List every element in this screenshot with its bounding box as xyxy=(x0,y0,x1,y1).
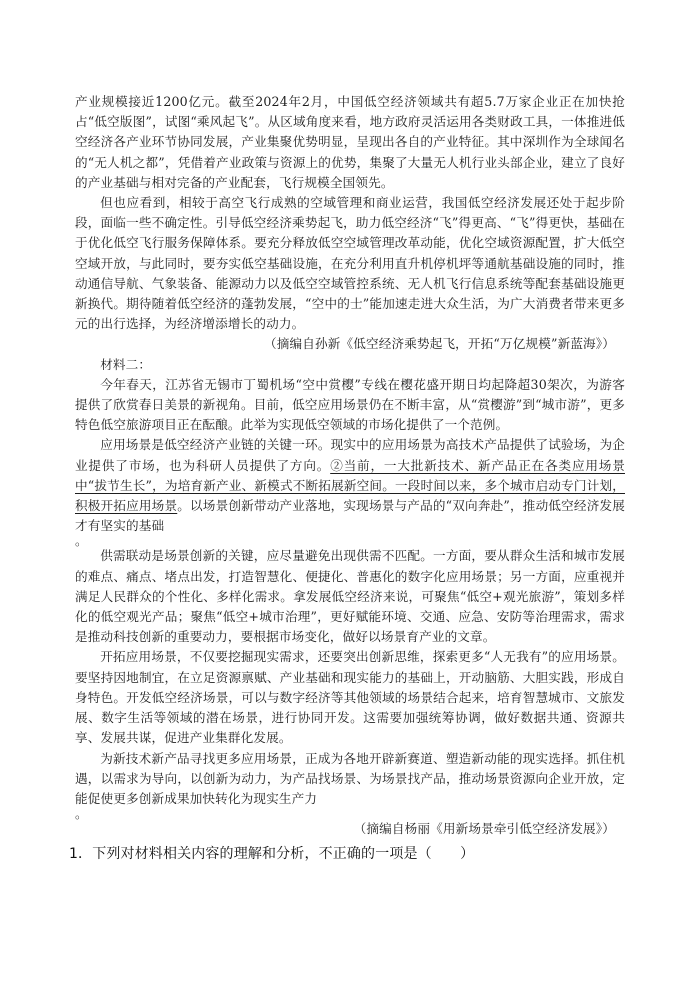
underlined-sentence-2: ②当前，一大批新技术、新产品正在各类应用场景中“拔节生长”，为培育新产业、新模式不断拓展新空间。一段时间以来，多个城市启动专门计划，积极开拓应用场景 xyxy=(75,457,625,514)
trailing-period-2: 。 xyxy=(75,806,88,822)
material2-paragraph-3: 供需联动是场景创新的关键，应尽量避免出现供需不匹配。一方面，要从群众生活和城市发展的难点、痛点、堵点出发，打造智慧化、便捷化、普惠化的数字化应用场景；另一方面，应重视并满足人民群众的个性化、多样化需求。拿发展低空经济来说，可聚焦“低空+观光旅游”，策划多样化的低空观光产品；聚焦“低空+城市治理”，更好赋能环境、交通、应急、安防等治理需求，需求是推动科技创新的重要动力，要根据市场变化，做好以场景育产业的文章。 xyxy=(75,548,625,645)
material2-paragraph-2 xyxy=(75,435,625,536)
material1-paragraph-2: 但也应看到，相较于高空飞行成熟的空域管理和商业运营，我国低空经济发展还处于起步阶段，面临一些不确定性。引导低空经济乘势起飞，助力低空经济“飞”得更高、“飞”得更快，基础在于优化低空飞行服务保障体系。要充分释放低空空域管理改革动能，优化空域资源配置，扩大低空空域开放，与此同时，要夯实低空基础设施，在充分利用直升机停机坪等通航基础设施的同时，推动通信导航、气象装备、能源动力以及低空空域管控系统、无人机飞行信息系统等配套基础设施更新换代。期待随着低空经济的蓬勃发展，“空中的士”能加速走进大众生活，为广大消费者带来更多元的出行选择，为经济增添增长的动力。 xyxy=(75,195,625,332)
material1-paragraph-1: 产业规模接近1200亿元。截至2024年2月，中国低空经济领域共有超5.7万家企业正在加快抢占“低空版图”，试图“乘风起飞”。从区域角度来看，地方政府灵活运用各类财政工具，一体推进低空经济各产业环节协同发展，产业集聚优势明显，呈现出各自的产业特征。其中深圳作为全球闻名的“无人机之都”，凭借着产业政策与资源上的优势，集聚了大量无人机行业头部企业，建立了良好的产业基础与相对完备的产业配套，飞行规模全国领先。 xyxy=(75,94,625,190)
material2-source: （摘编自杨丽《用新场景牵引低空经济发展》） xyxy=(353,821,615,837)
material2-paragraph-2-start: 应用场景是低空经济产业链的关键一环。现实中的应用场景为高技术产品提供了试验场，为企业提供了市场，也为科研人员提供了方向。 xyxy=(75,437,625,473)
material1-source: （摘编自孙新《低空经济乘势起飞，开拓“万亿规模”新蓝海》） xyxy=(264,336,615,352)
material2-paragraph-5: 为新技术新产品寻找更多应用场景，正成为各地开辟新赛道、塑造新动能的现实选择。抓住机遇，以需求为导向，以创新为动力，为产品找场景、为场景找产品，推动场景资源向企业开放，定能促使更多创新成果加快转化为现实生产力 xyxy=(75,750,625,806)
material2-label: 材料二： xyxy=(100,356,152,372)
material2-paragraph-2-end: 。以场景创新带动产业落地，实现场景与产品的“双向奔赴”，推动低空经济发展才有坚实的基础 xyxy=(75,498,625,534)
material2-paragraph-1: 今年春天，江苏省无锡市丁蜀机场“空中赏樱”专线在樱花盛开期日均起降超30架次，为游客提供了欣赏春日美景的新视角。目前，低空应用场景仍在不断丰富，从“赏樱游”到“城市游”，更多特色低空旅游项目正在酝酿。此举为实现低空领域的市场化提供了一个范例。 xyxy=(75,376,625,433)
trailing-period: 。 xyxy=(75,533,88,549)
material2-paragraph-4: 开拓应用场景，不仅要挖掘现实需求，还要突出创新思维，探索更多“人无我有”的应用场景。要坚持因地制宜，在立足资源禀赋、产业基础和现实能力的基础上，开动脑筋、大胆实践，形成自身特色。开发低空经济场景，可以与数字经济等其他领域的场景结合起来，培育智慧城市、文旅发展、数字生活等领域的潜在场景，进行协同开发。这需要加强统筹协调，做好数据共通、资源共享、发展共谋，促进产业集群化发展。 xyxy=(75,649,625,746)
question-1: 1．下列对材料相关内容的理解和分析，不正确的一项是（ ） xyxy=(69,846,475,863)
